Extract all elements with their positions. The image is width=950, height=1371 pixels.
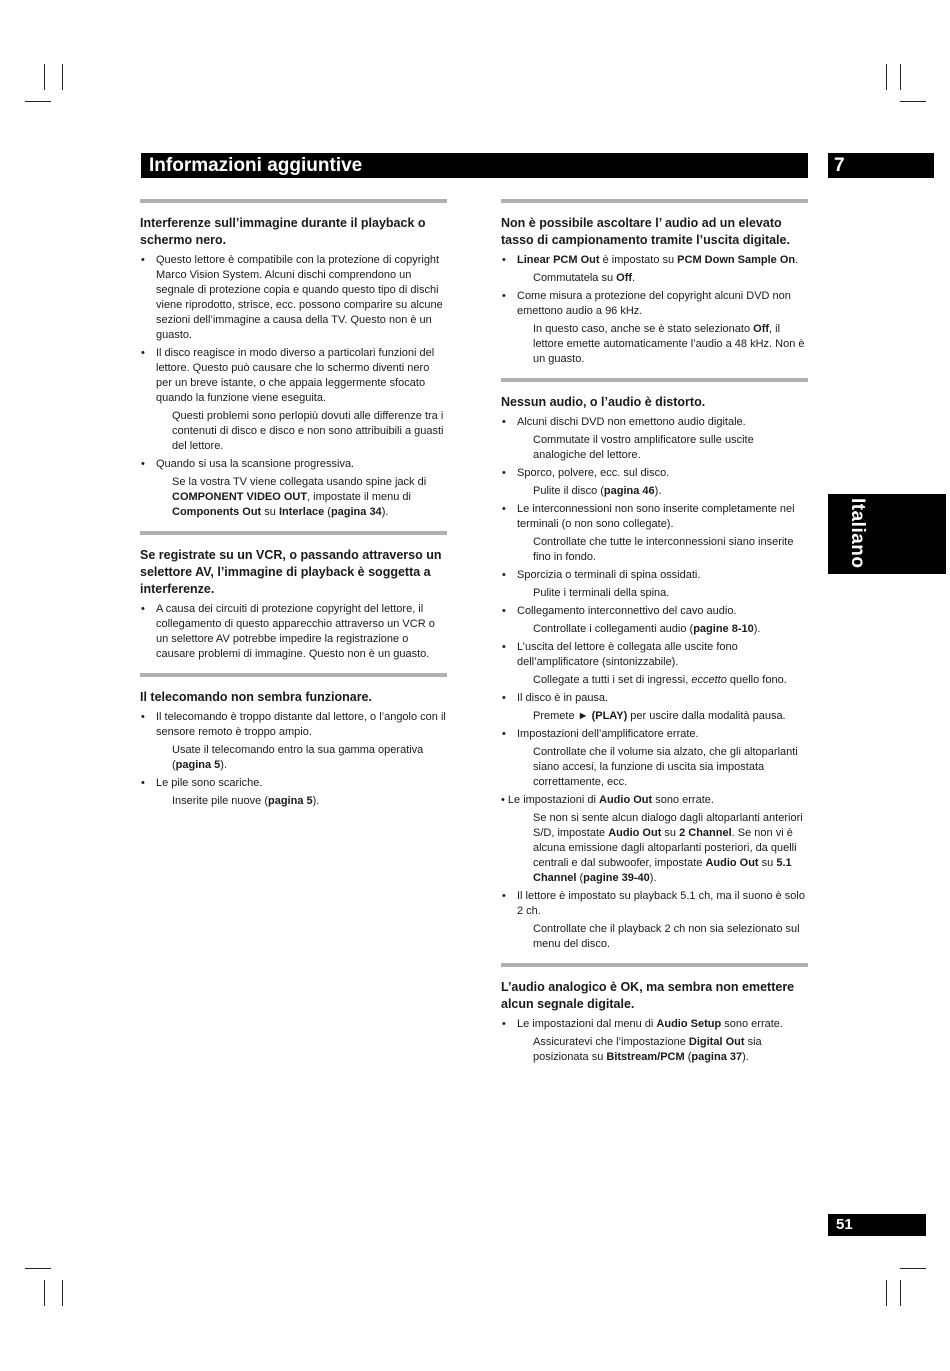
- remedy-text: Pulite i terminali della spina.: [533, 587, 670, 599]
- list-item: • Alcuni dischi DVD non emettono audio digitale.: [502, 416, 746, 428]
- list-item: • Come misura a protezione del copyright alcuni DVD non emettono audio a 96 kHz.: [502, 290, 791, 317]
- language-label: Italiano: [847, 498, 868, 569]
- bullet: •: [502, 254, 506, 266]
- section-title: Il telecomando non sembra funzionare.: [140, 690, 372, 704]
- right-column: [501, 199, 808, 1068]
- list-item: • Le pile sono scariche.: [141, 777, 263, 789]
- bullet: •: [141, 711, 145, 723]
- crop-mark: [25, 1268, 51, 1269]
- list-item: • Il disco reagisce in modo diverso a particolari funzioni del lettore. Questo può causare che lo schermo diventi nero per un breve istante, o che appaia leggermente sfocato quando la funzione viene eseguita.: [141, 347, 435, 404]
- remedy-text: Controllate che tutte le interconnessioni siano inserite fino in fondo.: [533, 536, 794, 563]
- page-number: 51: [836, 1216, 853, 1233]
- remedy-text: Pulite il disco (pagina 46).: [533, 485, 662, 497]
- section-title: Interferenze sull’immagine durante il playback o schermo nero.: [140, 216, 426, 247]
- remedy-text: Controllate che il volume sia alzato, che gli altoparlanti siano accesi, la funzione di uscita sia impostata correttamente, ecc.: [533, 746, 798, 788]
- page-number-box: [828, 1214, 926, 1236]
- bullet: •: [141, 603, 145, 615]
- list-item: • Impostazioni dell’amplificatore errate.: [502, 728, 699, 740]
- list-item: • Quando si usa la scansione progressiva.: [141, 458, 355, 470]
- section-divider: [140, 199, 447, 203]
- list-item: • A causa dei circuiti di protezione copyright del lettore, il collegamento di questo apparecchio attraverso un VCR o un selettore AV potrebbe impedire la registrazione o causare problemi di immagine. Questo non è un guasto.: [141, 603, 435, 660]
- language-side-tab: [828, 494, 946, 574]
- list-item: • Sporcizia o terminali di spina ossidati.: [502, 569, 701, 581]
- remedy-text: In questo caso, anche se è stato selezionato Off, il lettore emette automaticamente l’audio a 48 kHz. Non è un guasto.: [533, 323, 805, 365]
- remedy-text: Controllate i collegamenti audio (pagine 8-10).: [533, 623, 761, 635]
- list-item: • Linear PCM Out è impostato su PCM Down Sample On.: [502, 254, 799, 266]
- list-item: • Sporco, polvere, ecc. sul disco.: [502, 467, 670, 479]
- remedy-text: Commutatela su Off.: [533, 272, 636, 284]
- list-item: • Questo lettore è compatibile con la protezione di copyright Marco Vision System. Alcuni dischi comprendono un segnale di protezione copia e quando questo tipo di dischi viene riprodotto, strisce, ecc. possono comparire su alcune sezioni dell’immagine a causa della TV. Questo non è un guasto.: [141, 254, 443, 341]
- list-item: • Il disco è in pausa.: [502, 692, 609, 704]
- bullet: •: [502, 290, 506, 302]
- crop-mark: [62, 64, 63, 90]
- section-title: Se registrate su un VCR, o passando attraverso un selettore AV, l’immagine di playback è soggetta a interferenze.: [140, 548, 442, 596]
- chapter-number-box: [828, 153, 934, 178]
- crop-mark: [44, 1280, 45, 1306]
- crop-mark: [886, 64, 887, 90]
- section-divider: [501, 963, 808, 967]
- section-divider: [140, 673, 447, 677]
- section-divider: [501, 378, 808, 382]
- crop-mark: [62, 1280, 63, 1306]
- left-column: [140, 199, 447, 812]
- list-item: • Le impostazioni dal menu di Audio Setup sono errate.: [502, 1018, 783, 1030]
- section-divider: [501, 199, 808, 203]
- crop-mark: [25, 101, 51, 102]
- crop-mark: [900, 64, 901, 90]
- page-title: Informazioni aggiuntive: [149, 155, 363, 176]
- crop-mark: [900, 101, 926, 102]
- list-item: • L’uscita del lettore è collegata alle uscite fono dell’amplificatore (sintonizzabile).: [502, 641, 738, 668]
- list-item: • Le impostazioni di Audio Out sono errate.: [501, 794, 714, 806]
- remedy-text: Se non si sente alcun dialogo dagli altoparlanti anteriori S/D, impostate Audio Out su 2 Channel. Se non vi è alcuna emissione dagli altoparlanti posteriori, da quelli centrali e dal subwoofer, impostate Audio Out su 5.1 Channel (pagine 39-40).: [533, 812, 803, 884]
- remedy-text: Commutate il vostro amplificatore sulle uscite analogiche del lettore.: [533, 434, 754, 461]
- bullet: •: [141, 777, 145, 789]
- crop-mark: [900, 1280, 901, 1306]
- remedy-text: Usate il telecomando entro la sua gamma operativa (pagina 5).: [172, 744, 424, 771]
- remedy-text: Inserite pile nuove (pagina 5).: [172, 795, 320, 807]
- list-item: • Il lettore è impostato su playback 5.1 ch, ma il suono è solo 2 ch.: [502, 890, 805, 917]
- remedy-text: Controllate che il playback 2 ch non sia selezionato sul menu del disco.: [533, 923, 800, 950]
- page-header-bar: [141, 153, 808, 178]
- crop-mark: [44, 64, 45, 90]
- bullet: •: [141, 458, 145, 470]
- remedy-text: Premete ► (PLAY) per uscire dalla modalità pausa.: [533, 710, 786, 722]
- list-item: • Le interconnessioni non sono inserite completamente nei terminali (o non sono collegate).: [502, 503, 795, 530]
- crop-mark: [886, 1280, 887, 1306]
- chapter-number: 7: [834, 155, 845, 176]
- section-title: Non è possibile ascoltare l’ audio ad un elevato tasso di campionamento tramite l’uscita digitale.: [501, 216, 790, 247]
- list-item: • Collegamento interconnettivo del cavo audio.: [502, 605, 737, 617]
- crop-mark: [900, 1268, 926, 1269]
- section-title: L’audio analogico è OK, ma sembra non emettere alcun segnale digitale.: [501, 980, 795, 1011]
- remedy-text: Questi problemi sono perlopiù dovuti alle differenze tra i contenuti di disco e disco e non sono attribuibili a guasti del lettore.: [172, 410, 444, 452]
- bullet: •: [141, 254, 145, 266]
- section-divider: [140, 531, 447, 535]
- remedy-text: Assicuratevi che l’impostazione Digital Out sia posizionata su Bitstream/PCM (pagina 37).: [533, 1036, 762, 1063]
- bullet: •: [141, 347, 145, 359]
- section-title: Nessun audio, o l’audio è distorto.: [501, 395, 706, 409]
- list-item: • Il telecomando è troppo distante dal lettore, o l’angolo con il sensore remoto è troppo ampio.: [141, 711, 446, 738]
- remedy-text: Collegate a tutti i set di ingressi, eccetto quello fono.: [533, 674, 787, 686]
- remedy-text: Se la vostra TV viene collegata usando spine jack di COMPONENT VIDEO OUT, impostate il menu di Components Out su Interlace (pagina 34).: [172, 476, 427, 518]
